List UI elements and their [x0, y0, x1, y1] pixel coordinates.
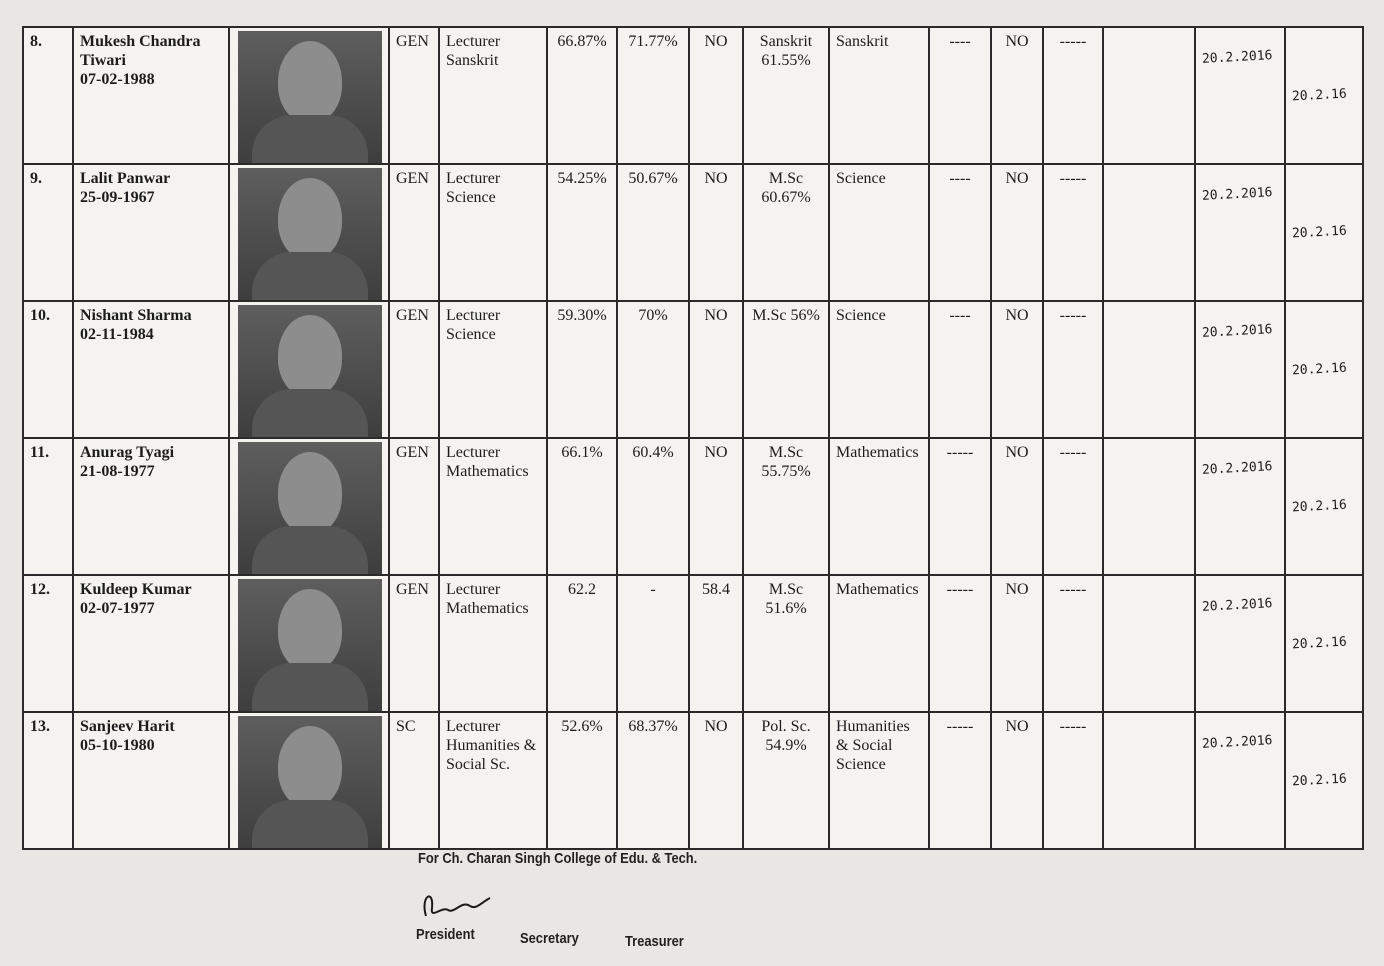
handwritten-date: 20.2.16 [1291, 223, 1348, 242]
category-cell: GEN [389, 301, 439, 438]
handwritten-date: 20.2.16 [1291, 634, 1348, 653]
candidate-name: Nishant Sharma [80, 307, 192, 324]
date-cell [1195, 712, 1285, 849]
net-cell: 58.4 [689, 575, 743, 712]
handwritten-date: 20.2.2016 [1201, 459, 1273, 478]
handwritten-date: 20.2.16 [1291, 86, 1348, 105]
staff-table [22, 26, 1364, 850]
candidate-photo [238, 442, 382, 574]
percentage-cell: 71.77% [617, 27, 689, 164]
no-cell: NO [991, 164, 1043, 301]
date-cell [1285, 164, 1363, 301]
row-number: 10. [23, 301, 73, 438]
post-cell: Lecturer Science [439, 301, 547, 438]
no-cell: NO [991, 575, 1043, 712]
blank-dash-cell: ----- [1043, 164, 1103, 301]
subject-cell: Mathematics [829, 575, 929, 712]
pg-qualification-cell: M.Sc 55.75% [743, 438, 829, 575]
date-cell [1285, 575, 1363, 712]
percentage-cell: 70% [617, 301, 689, 438]
candidate-photo [238, 168, 382, 300]
blank-dash-cell: ----- [929, 438, 991, 575]
blank-dash-cell: ---- [929, 301, 991, 438]
pg-qualification-cell: M.Sc 60.67% [743, 164, 829, 301]
handwritten-date: 20.2.2016 [1201, 322, 1273, 341]
blank-dash-cell: ----- [1043, 575, 1103, 712]
candidate-name: Sanjeev Harit [80, 718, 175, 735]
candidate-dob: 05-10-1980 [80, 737, 155, 754]
post-cell: Lecturer Science [439, 164, 547, 301]
pg-qualification-cell: M.Sc 51.6% [743, 575, 829, 712]
name-cell [73, 301, 229, 438]
net-cell: NO [689, 164, 743, 301]
no-cell: NO [991, 27, 1043, 164]
post-cell: Lecturer Mathematics [439, 438, 547, 575]
subject-cell: Sanskrit [829, 27, 929, 164]
subject-cell: Humanities & Social Science [829, 712, 929, 849]
percentage-cell: 62.2 [547, 575, 617, 712]
name-cell [73, 712, 229, 849]
percentage-cell: 60.4% [617, 438, 689, 575]
photo-cell [229, 164, 389, 301]
percentage-cell: 50.67% [617, 164, 689, 301]
date-cell [1195, 301, 1285, 438]
handwritten-date: 20.2.2016 [1201, 733, 1273, 752]
empty-cell [1103, 27, 1195, 164]
blank-dash-cell: ----- [929, 712, 991, 849]
college-footer: For Ch. Charan Singh College of Edu. & Tech. [418, 850, 698, 867]
row-number: 13. [23, 712, 73, 849]
handwritten-date: 20.2.2016 [1201, 596, 1273, 615]
post-cell: Lecturer Mathematics [439, 575, 547, 712]
net-cell: NO [689, 301, 743, 438]
percentage-cell: - [617, 575, 689, 712]
name-cell [73, 575, 229, 712]
candidate-dob: 07-02-1988 [80, 71, 155, 88]
candidate-photo [238, 579, 382, 711]
candidate-name: Kuldeep Kumar [80, 581, 192, 598]
candidate-photo [238, 31, 382, 163]
row-number: 11. [23, 438, 73, 575]
president-label: President [416, 926, 475, 943]
category-cell: SC [389, 712, 439, 849]
date-cell [1195, 575, 1285, 712]
candidate-photo [238, 305, 382, 437]
no-cell: NO [991, 712, 1043, 849]
empty-cell [1103, 438, 1195, 575]
net-cell: NO [689, 712, 743, 849]
category-cell: GEN [389, 27, 439, 164]
table-row [23, 438, 1363, 575]
table-row [23, 575, 1363, 712]
candidate-name: Anurag Tyagi [80, 444, 175, 461]
handwritten-date: 20.2.2016 [1201, 185, 1273, 204]
handwritten-date: 20.2.2016 [1201, 48, 1273, 67]
percentage-cell: 52.6% [547, 712, 617, 849]
secretary-label: Secretary [520, 930, 579, 947]
percentage-cell: 66.87% [547, 27, 617, 164]
candidate-name: Lalit Panwar [80, 170, 171, 187]
candidate-name: Mukesh Chandra Tiwari [80, 33, 201, 69]
table-row [23, 301, 1363, 438]
treasurer-label: Treasurer [625, 933, 684, 950]
subject-cell: Science [829, 164, 929, 301]
blank-dash-cell: ----- [1043, 27, 1103, 164]
category-cell: GEN [389, 164, 439, 301]
date-cell [1195, 438, 1285, 575]
photo-cell [229, 438, 389, 575]
empty-cell [1103, 575, 1195, 712]
percentage-cell: 68.37% [617, 712, 689, 849]
no-cell: NO [991, 301, 1043, 438]
percentage-cell: 54.25% [547, 164, 617, 301]
president-signature [418, 886, 498, 926]
blank-dash-cell: ---- [929, 27, 991, 164]
photo-cell [229, 301, 389, 438]
date-cell [1285, 301, 1363, 438]
empty-cell [1103, 164, 1195, 301]
candidate-dob: 25-09-1967 [80, 189, 155, 206]
name-cell [73, 438, 229, 575]
percentage-cell: 66.1% [547, 438, 617, 575]
photo-cell [229, 27, 389, 164]
name-cell [73, 164, 229, 301]
pg-qualification-cell: Sanskrit 61.55% [743, 27, 829, 164]
subject-cell: Science [829, 301, 929, 438]
blank-dash-cell: ----- [1043, 438, 1103, 575]
net-cell: NO [689, 27, 743, 164]
category-cell: GEN [389, 438, 439, 575]
row-number: 9. [23, 164, 73, 301]
photo-cell [229, 712, 389, 849]
row-number: 8. [23, 27, 73, 164]
percentage-cell: 59.30% [547, 301, 617, 438]
no-cell: NO [991, 438, 1043, 575]
photo-cell [229, 575, 389, 712]
table-row [23, 712, 1363, 849]
net-cell: NO [689, 438, 743, 575]
date-cell [1195, 27, 1285, 164]
handwritten-date: 20.2.16 [1291, 771, 1348, 790]
post-cell: Lecturer Sanskrit [439, 27, 547, 164]
date-cell [1285, 438, 1363, 575]
handwritten-date: 20.2.16 [1291, 497, 1348, 516]
empty-cell [1103, 301, 1195, 438]
table-row [23, 164, 1363, 301]
date-cell [1285, 712, 1363, 849]
pg-qualification-cell: M.Sc 56% [743, 301, 829, 438]
name-cell [73, 27, 229, 164]
post-cell: Lecturer Humanities & Social Sc. [439, 712, 547, 849]
blank-dash-cell: ----- [929, 575, 991, 712]
blank-dash-cell: ---- [929, 164, 991, 301]
date-cell [1285, 27, 1363, 164]
candidate-dob: 02-11-1984 [80, 326, 154, 343]
category-cell: GEN [389, 575, 439, 712]
empty-cell [1103, 712, 1195, 849]
table-row [23, 27, 1363, 164]
row-number: 12. [23, 575, 73, 712]
subject-cell: Mathematics [829, 438, 929, 575]
date-cell [1195, 164, 1285, 301]
blank-dash-cell: ----- [1043, 301, 1103, 438]
pg-qualification-cell: Pol. Sc. 54.9% [743, 712, 829, 849]
blank-dash-cell: ----- [1043, 712, 1103, 849]
candidate-photo [238, 716, 382, 848]
handwritten-date: 20.2.16 [1291, 360, 1348, 379]
candidate-dob: 21-08-1977 [80, 463, 155, 480]
candidate-dob: 02-07-1977 [80, 600, 155, 617]
